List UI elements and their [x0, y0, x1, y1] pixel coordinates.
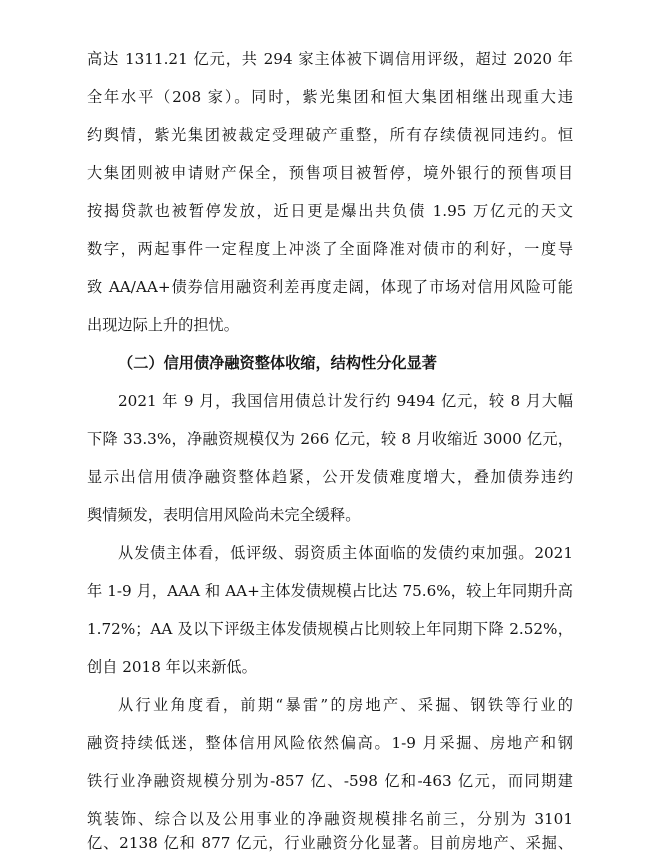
paragraph-1-line-8: 出现边际上升的担忧。: [87, 316, 239, 334]
paragraph-1-line-6: 数字，两起事件一定程度上冲淡了全面降准对债市的利好，一度导: [87, 240, 573, 258]
paragraph-2-line-1: 2021 年 9 月，我国信用债总计发行约 9494 亿元，较 8 月大幅: [118, 392, 573, 410]
paragraph-4-line-1: 从行业角度看，前期“暴雷”的房地产、采掘、钢铁等行业的: [118, 696, 573, 714]
paragraph-2-line-2: 下降 33.3%，净融资规模仅为 266 亿元，较 8 月收缩近 3000 亿元，: [87, 430, 573, 448]
paragraph-1-line-2: 全年水平（208 家）。同时，紫光集团和恒大集团相继出现重大违: [87, 88, 573, 106]
paragraph-1-line-7: 致 AA/AA+债券信用融资利差再度走阔，体现了市场对信用风险可能: [87, 278, 573, 296]
paragraph-1-line-1: 高达 1311.21 亿元，共 294 家主体被下调信用评级，超过 2020 年: [87, 50, 573, 68]
paragraph-3-line-4: 创自 2018 年以来新低。: [87, 658, 257, 676]
paragraph-1-line-5: 按揭贷款也被暂停发放，近日更是爆出共负债 1.95 万亿元的天文: [87, 202, 573, 220]
paragraph-4-line-3: 铁行业净融资规模分别为-857 亿、-598 亿和-463 亿元，而同期建: [87, 772, 573, 790]
paragraph-2-line-4: 舆情频发，表明信用风险尚未完全缓释。: [87, 506, 361, 524]
paragraph-4-line-4: 筑装饰、综合以及公用事业的净融资规模排名前三，分别为 3101: [87, 810, 573, 828]
paragraph-3-line-2: 年 1-9 月，AAA 和 AA+主体发债规模占比达 75.6%，较上年同期升高: [87, 582, 573, 600]
paragraph-1-line-3: 约舆情，紫光集团被裁定受理破产重整，所有存续债视同违约。恒: [87, 126, 573, 144]
paragraph-4-line-5: 亿、2138 亿和 877 亿元，行业融资分化显著。目前房地产、采掘、: [87, 834, 573, 852]
paragraph-3-line-1: 从发债主体看，低评级、弱资质主体面临的发债约束加强。2021: [118, 544, 573, 562]
section-heading: （二）信用债净融资整体收缩，结构性分化显著: [118, 354, 437, 372]
paragraph-4-line-2: 融资持续低迷，整体信用风险依然偏高。1-9 月采掘、房地产和钢: [87, 734, 573, 752]
paragraph-3-line-3: 1.72%；AA 及以下评级主体发债规模占比则较上年同期下降 2.52%，: [87, 620, 573, 638]
paragraph-2-line-3: 显示出信用债净融资整体趋紧，公开发债难度增大，叠加债券违约: [87, 468, 573, 486]
paragraph-1-line-4: 大集团则被申请财产保全，预售项目被暂停，境外银行的预售项目: [87, 164, 573, 182]
